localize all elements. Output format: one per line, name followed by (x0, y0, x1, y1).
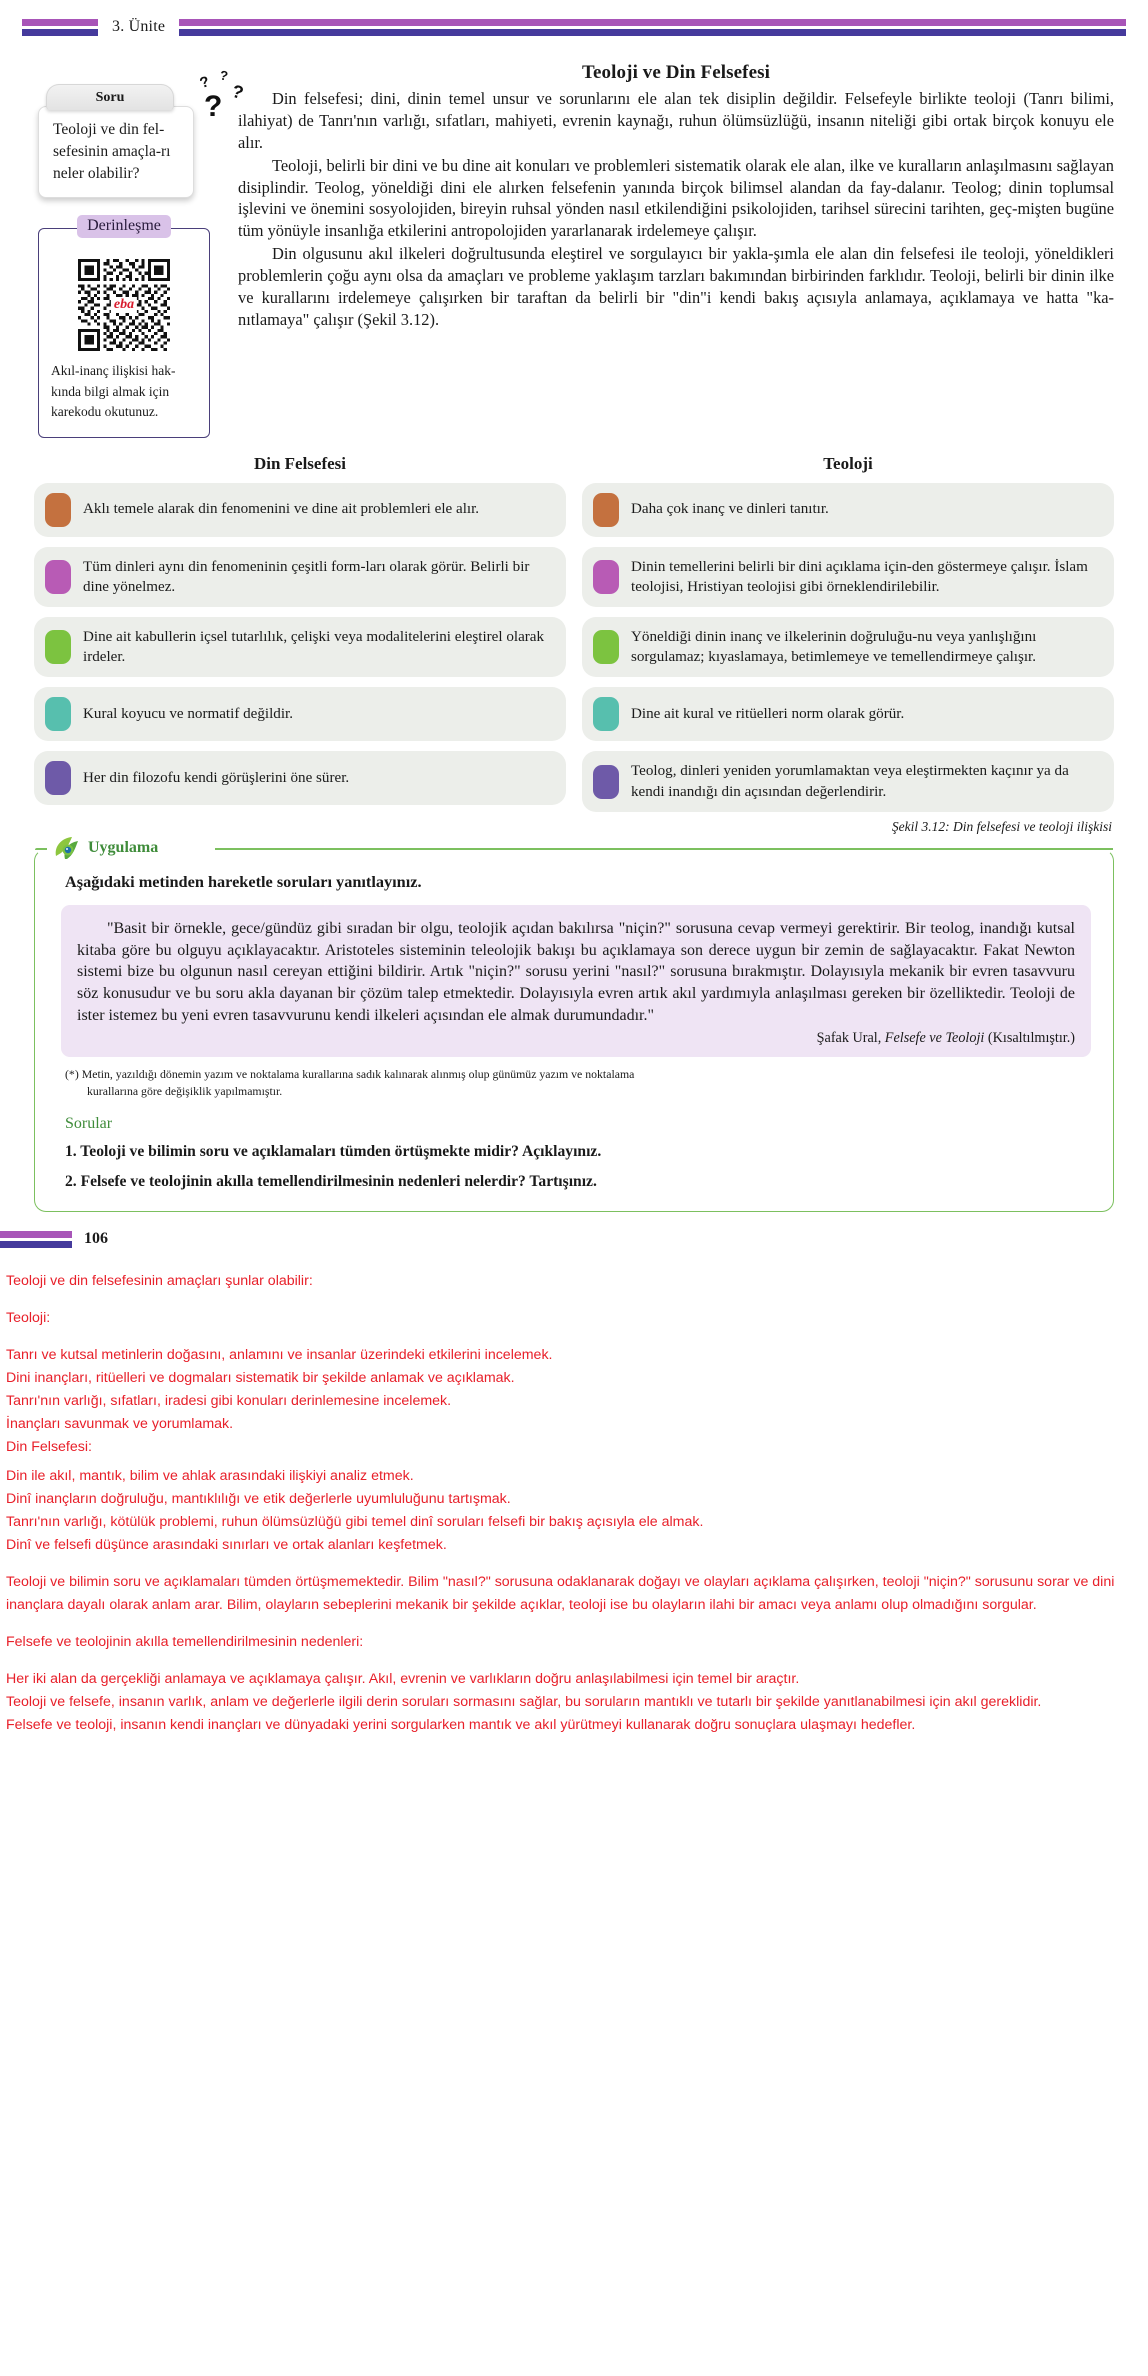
qr-code-icon[interactable] (78, 259, 170, 351)
body-paragraph-2: Teoloji, belirli bir dini ve bu dine ait konuları ve problemleri sistematik olarak ele alan, ilke ve kuralların anlaşılmasını sağlayan disiplindir. Teolog, yöneldiği dini ele alırken felsefenin yanında birçok bilimsel alandan da fay-dalanır. Teolog; dinin toplumsal işlevini ve önemini sosyolojiden, bireyin ruhsal yönden nasıl etkilendiğini psikolojiden, tarihsel sürecini tarihten, geç-mişten bugüne tüm yönüyle insanlığa etkilerini antropolojiden yararlanarak irdelemeye çalışır. (238, 155, 1114, 241)
swatch-icon (45, 630, 71, 664)
swatch-icon (593, 493, 619, 527)
swatch-icon (45, 493, 71, 527)
answers-din-felsefesi-item-1: Din ile akıl, mantık, bilim ve ahlak arasındaki ilişkiyi analiz etmek. (6, 1468, 414, 1485)
soru-tab-label: Soru (46, 84, 174, 110)
uygulama-badge (51, 835, 166, 861)
comparison-heading-left: Din Felsefesi (253, 453, 347, 473)
comparison-item-text: Dine ait kabullerin içsel tutarlılık, çelişki veya modalitelerini eleştirel olarak irdeler. (83, 628, 545, 666)
header-rule-left-magenta (22, 19, 98, 26)
uygulama-panel (34, 838, 1114, 1212)
figure-caption: Şekil 3.12: Din felsefesi ve teoloji ilişkisi (891, 818, 1112, 834)
derinlesme-box (38, 228, 210, 438)
answer-annotations (0, 1254, 1148, 1763)
footer-rule-indigo (0, 1241, 72, 1248)
answers-answer-2-heading: Felsefe ve teolojinin akılla temellendirilmesinin nedenleri: (6, 1634, 364, 1651)
uygulama-rule-left (35, 848, 47, 850)
derinlesme-chip-label: Derinleşme (77, 215, 171, 238)
question-mark-icon-small-a: ? (197, 72, 212, 93)
answers-teoloji-item-1: Tanrı ve kutsal metinlerin doğasını, anlamını ve insanlar üzerindeki etkilerini incelemek. (6, 1347, 553, 1364)
comparison-columns (34, 483, 1114, 812)
footer-rule (0, 1231, 72, 1248)
derinlesme-caption: Akıl-inanç ilişkisi hak-kında bilgi almak için karekodu okutunuz. (51, 363, 176, 420)
quote-source-author: Şafak Ural, (816, 1030, 885, 1047)
comparison-item-text: Her din filozofu kendi görüşlerini öne sürer. (83, 770, 350, 787)
uygulama-instruction: Aşağıdaki metinden hareketle soruları yanıtlayınız. (65, 871, 422, 891)
page-footer (0, 1212, 1148, 1248)
answers-teoloji-label: Teoloji: (6, 1310, 51, 1327)
comparison-item-text: Daha çok inanç ve dinleri tanıtır. (631, 501, 829, 518)
comparison-item (582, 687, 1114, 741)
comparison-item (34, 751, 566, 805)
swatch-icon (593, 560, 619, 594)
header-rule-right (179, 19, 1126, 36)
section-title: Teoloji ve Din Felsefesi (582, 62, 770, 83)
quote-card (61, 905, 1091, 1057)
comparison-column-din-felsefesi (34, 483, 566, 806)
comparison-item-text: Aklı temele alarak din fenomenini ve dine ait problemleri ele alır. (83, 501, 480, 518)
answers-din-felsefesi-item-4: Dinî ve felsefi düşünce arasındaki sınırları ve ortak alanları keşfetmek. (6, 1537, 447, 1554)
answers-answer-2-item-3: Felsefe ve teoloji, insanın kendi inançları ve dünyadaki yerini sorgularken mantık ve akıl yürütmeyi kullanarak doğru sonuçlara ulaşmayı hedefler. (6, 1717, 916, 1734)
soru-callout (38, 67, 246, 198)
body-paragraph-1: Din felsefesi; dini, dinin temel unsur ve sorunlarını ele alan tek disiplin değildir. Felsefeyle birlikte teoloji (Tanrı bilimi, ilahiyat) de Tanrı'nın varlığı, sıfatları, mahiyeti, evrenin kaynağı, ruhun ölümsüzlüğü, insanın niteliği gibi ortak birçok konuyu ele alır. (238, 89, 1114, 152)
quote-source-note: (Kısaltılmıştır.) (984, 1030, 1075, 1047)
footnote-line-1: Metin, yazıldığı dönemin yazım ve noktalama kurallarına sadık kalınarak alınmış olup günümüz yazım ve noktalama (81, 1067, 635, 1082)
quote-source-title: Felsefe ve Teoloji (884, 1030, 985, 1047)
question-mark-icon-small-b: ? (218, 67, 230, 84)
derinlesme-legend-row (38, 215, 210, 238)
question-item-1: 1. Teoloji ve bilimin soru ve açıklamaları tümden örtüşmekte midir? Açıklayınız. (65, 1143, 602, 1161)
comparison-item (582, 483, 1114, 537)
swatch-icon (593, 697, 619, 731)
header-rule-right-magenta (179, 19, 1126, 26)
leaf-icon (53, 835, 81, 861)
answers-teoloji-item-3: Tanrı'nın varlığı, sıfatları, iradesi gibi konuları derinlemesine incelemek. (6, 1393, 452, 1410)
answers-answer-1: Teoloji ve bilimin soru ve açıklamaları tümden örtüşmemektedir. Bilim "nasıl?" sorusuna odaklanarak doğayı ve olayları açıklama çalışırken, teoloji "niçin?" sorusunu sorar ve dini inançlara dayalı olarak anlam arar. Bilim, olayların sebeplerini mekanik bir şekilde açıklar, teoloji ise bu olayların ilahi bir amacı veya anlamı olup olmadığını sorgular. (6, 1574, 1115, 1614)
answers-intro: Teoloji ve din felsefesinin amaçları şunlar olabilir: (6, 1273, 313, 1290)
swatch-icon (593, 765, 619, 799)
page-number: 106 (84, 1230, 108, 1248)
answers-teoloji-item-4: İnançları savunmak ve yorumlamak. (6, 1416, 234, 1433)
answers-teoloji-item-2: Dini inançları, ritüelleri ve dogmaları sistematik bir şekilde anlamak ve açıklamak. (6, 1370, 515, 1387)
comparison-headings (34, 454, 1114, 474)
unit-label: 3. Ünite (112, 18, 166, 35)
comparison-figure (34, 454, 1114, 835)
comparison-item-text: Teolog, dinleri yeniden yorumlamaktan veya eleştirmekten kaçınır ya da kendi inandığı din açısından değerlendirir. (631, 763, 1069, 800)
question-mark-icon-large: ? (204, 90, 223, 123)
page-running-header (0, 0, 1148, 36)
comparison-item (582, 617, 1114, 677)
comparison-item-text: Tüm dinleri aynı din fenomeninin çeşitli form-ları olarak görür. Belirli bir dine yönelmez. (83, 558, 530, 595)
comparison-item (34, 547, 566, 607)
swatch-icon (593, 630, 619, 664)
comparison-column-teoloji (582, 483, 1114, 812)
swatch-icon (45, 761, 71, 795)
page-body (0, 36, 1148, 438)
answers-answer-2-item-2: Teoloji ve felsefe, insanın varlık, anlam ve değerlerle ilgili derin soruları sormasını sağlar, bu soruların mantıklı ve tutarlı bir şekilde yanıtlanabilmesi için akıl gereklidir. (6, 1694, 1042, 1711)
uygulama-rule-right (215, 848, 1113, 850)
question-mark-icon-medium: ? (229, 80, 246, 104)
comparison-item-text: Dinin temellerini belirli bir dini açıklama için-den göstermeye çalışır. İslam teolojisi, Hristiyan teolojisi gibi örneklendirilebilir. (631, 558, 1088, 595)
answers-din-felsefesi-item-3: Tanrı'nın varlığı, kötülük problemi, ruhun ölümsüzlüğü gibi temel dinî soruları felsefi bir bakış açısıyla ele almak. (6, 1514, 704, 1531)
comparison-item-text: Yöneldiği dinin inanç ve ilkelerinin doğruluğu-nu veya yanlışlığını sorgulamaz; kıyaslamaya, betimlemeye ve temellendirmeye çalışır. (631, 628, 1037, 666)
header-rule-left-indigo (22, 29, 98, 36)
comparison-item (34, 483, 566, 537)
comparison-item (34, 687, 566, 741)
body-paragraph-3: Din olgusunu akıl ilkeleri doğrultusunda eleştirel ve sorgulayıcı bir yakla-şımla ele alan din felsefesi ile teoloji, yöneldikleri problemlerin çoğu aynı olsa da amaçları ve probleme yaklaşım tarzları bakımından birbirinden farklıdır. Teoloji, belirli bir dinin ilke ve kurallarını irdelemeye çalışırken bir taraftan da belirli bir "din"i kendi bakış açısıyla anlamaya, açıklamaya ve hatta "ka-nıtlamaya" çalışır (Şekil 3.12). (238, 244, 1114, 329)
quote-text: "Basit bir örnekle, gece/gündüz gibi sıradan bir olgu, teolojik açıdan bakılırsa "niçin?" sorusuna cevap vermeyi gerektirir. Bir teolog, inandığı kutsal kitaba göre bu olguyu açıklayacaktır. Aristoteles sisteminin teleolojik bakışı bu açıklamaya son derece uygun bir zemin de sağlayacaktır. Fakat Newton sistemi bize bu olgunun nasıl cereyan ettiğini bildirir. Artık "niçin?" sorusu yerini "nasıl?" sorusuna bırakmıştır. Dolayısıyla mekanik bir evren tasavvuru söz konusudur ve bu soru akla dayanan bir çözüm talep etmektedir. Dolayısıyla evren artık akıl yardımıyla anlaşılması gereken bir özelliktedir. Teoloji de ister istemez bu yeni evren tasavvurunu kendi ilkeleri açısından ele almak durumundadır." (77, 919, 1075, 1024)
comparison-item (582, 751, 1114, 811)
comparison-item (582, 547, 1114, 607)
header-rule-right-indigo (179, 29, 1126, 36)
comparison-item-text: Dine ait kural ve ritüelleri norm olarak görür. (631, 706, 905, 723)
comparison-item (34, 617, 566, 677)
answers-din-felsefesi-label: Din Felsefesi: (6, 1439, 92, 1456)
swatch-icon (45, 560, 71, 594)
sorular-label: Sorular (65, 1115, 113, 1133)
eba-logo: eba (111, 297, 137, 313)
comparison-heading-right: Teoloji (823, 453, 873, 473)
footnote-marker: (*) (65, 1067, 82, 1082)
uygulama-label: Uygulama (88, 838, 159, 856)
question-item-2: 2. Felsefe ve teolojinin akılla temellendirilmesinin nedenleri nelerdir? Tartışınız. (65, 1173, 597, 1191)
header-rule-left (22, 19, 98, 36)
footer-rule-magenta (0, 1231, 72, 1238)
comparison-item-text: Kural koyucu ve normatif değildir. (83, 706, 294, 723)
derinlesme-callout (38, 217, 210, 438)
left-margin-rail (34, 62, 246, 438)
uygulama-top-rule (35, 848, 1113, 850)
answers-answer-2-item-1: Her iki alan da gerçekliği anlamaya ve açıklamaya çalışır. Akıl, evrenin ve varlıkların doğru anlaşılabilmesi için temel bir araçtır. (6, 1671, 800, 1688)
uygulama-footnote (61, 1066, 1091, 1099)
main-text-column (220, 62, 1114, 438)
answers-din-felsefesi-item-2: Dinî inançların doğruluğu, mantıklılığı ve etik değerlerle uyumluluğunu tartışmak. (6, 1491, 511, 1508)
swatch-icon (45, 697, 71, 731)
quote-source (77, 1030, 1075, 1047)
soru-text: Teoloji ve din fel-sefesinin amaçla-rı neler olabilir? (38, 106, 194, 198)
footnote-line-2: kurallarına göre değişiklik yapılmamıştır. (87, 1083, 283, 1098)
